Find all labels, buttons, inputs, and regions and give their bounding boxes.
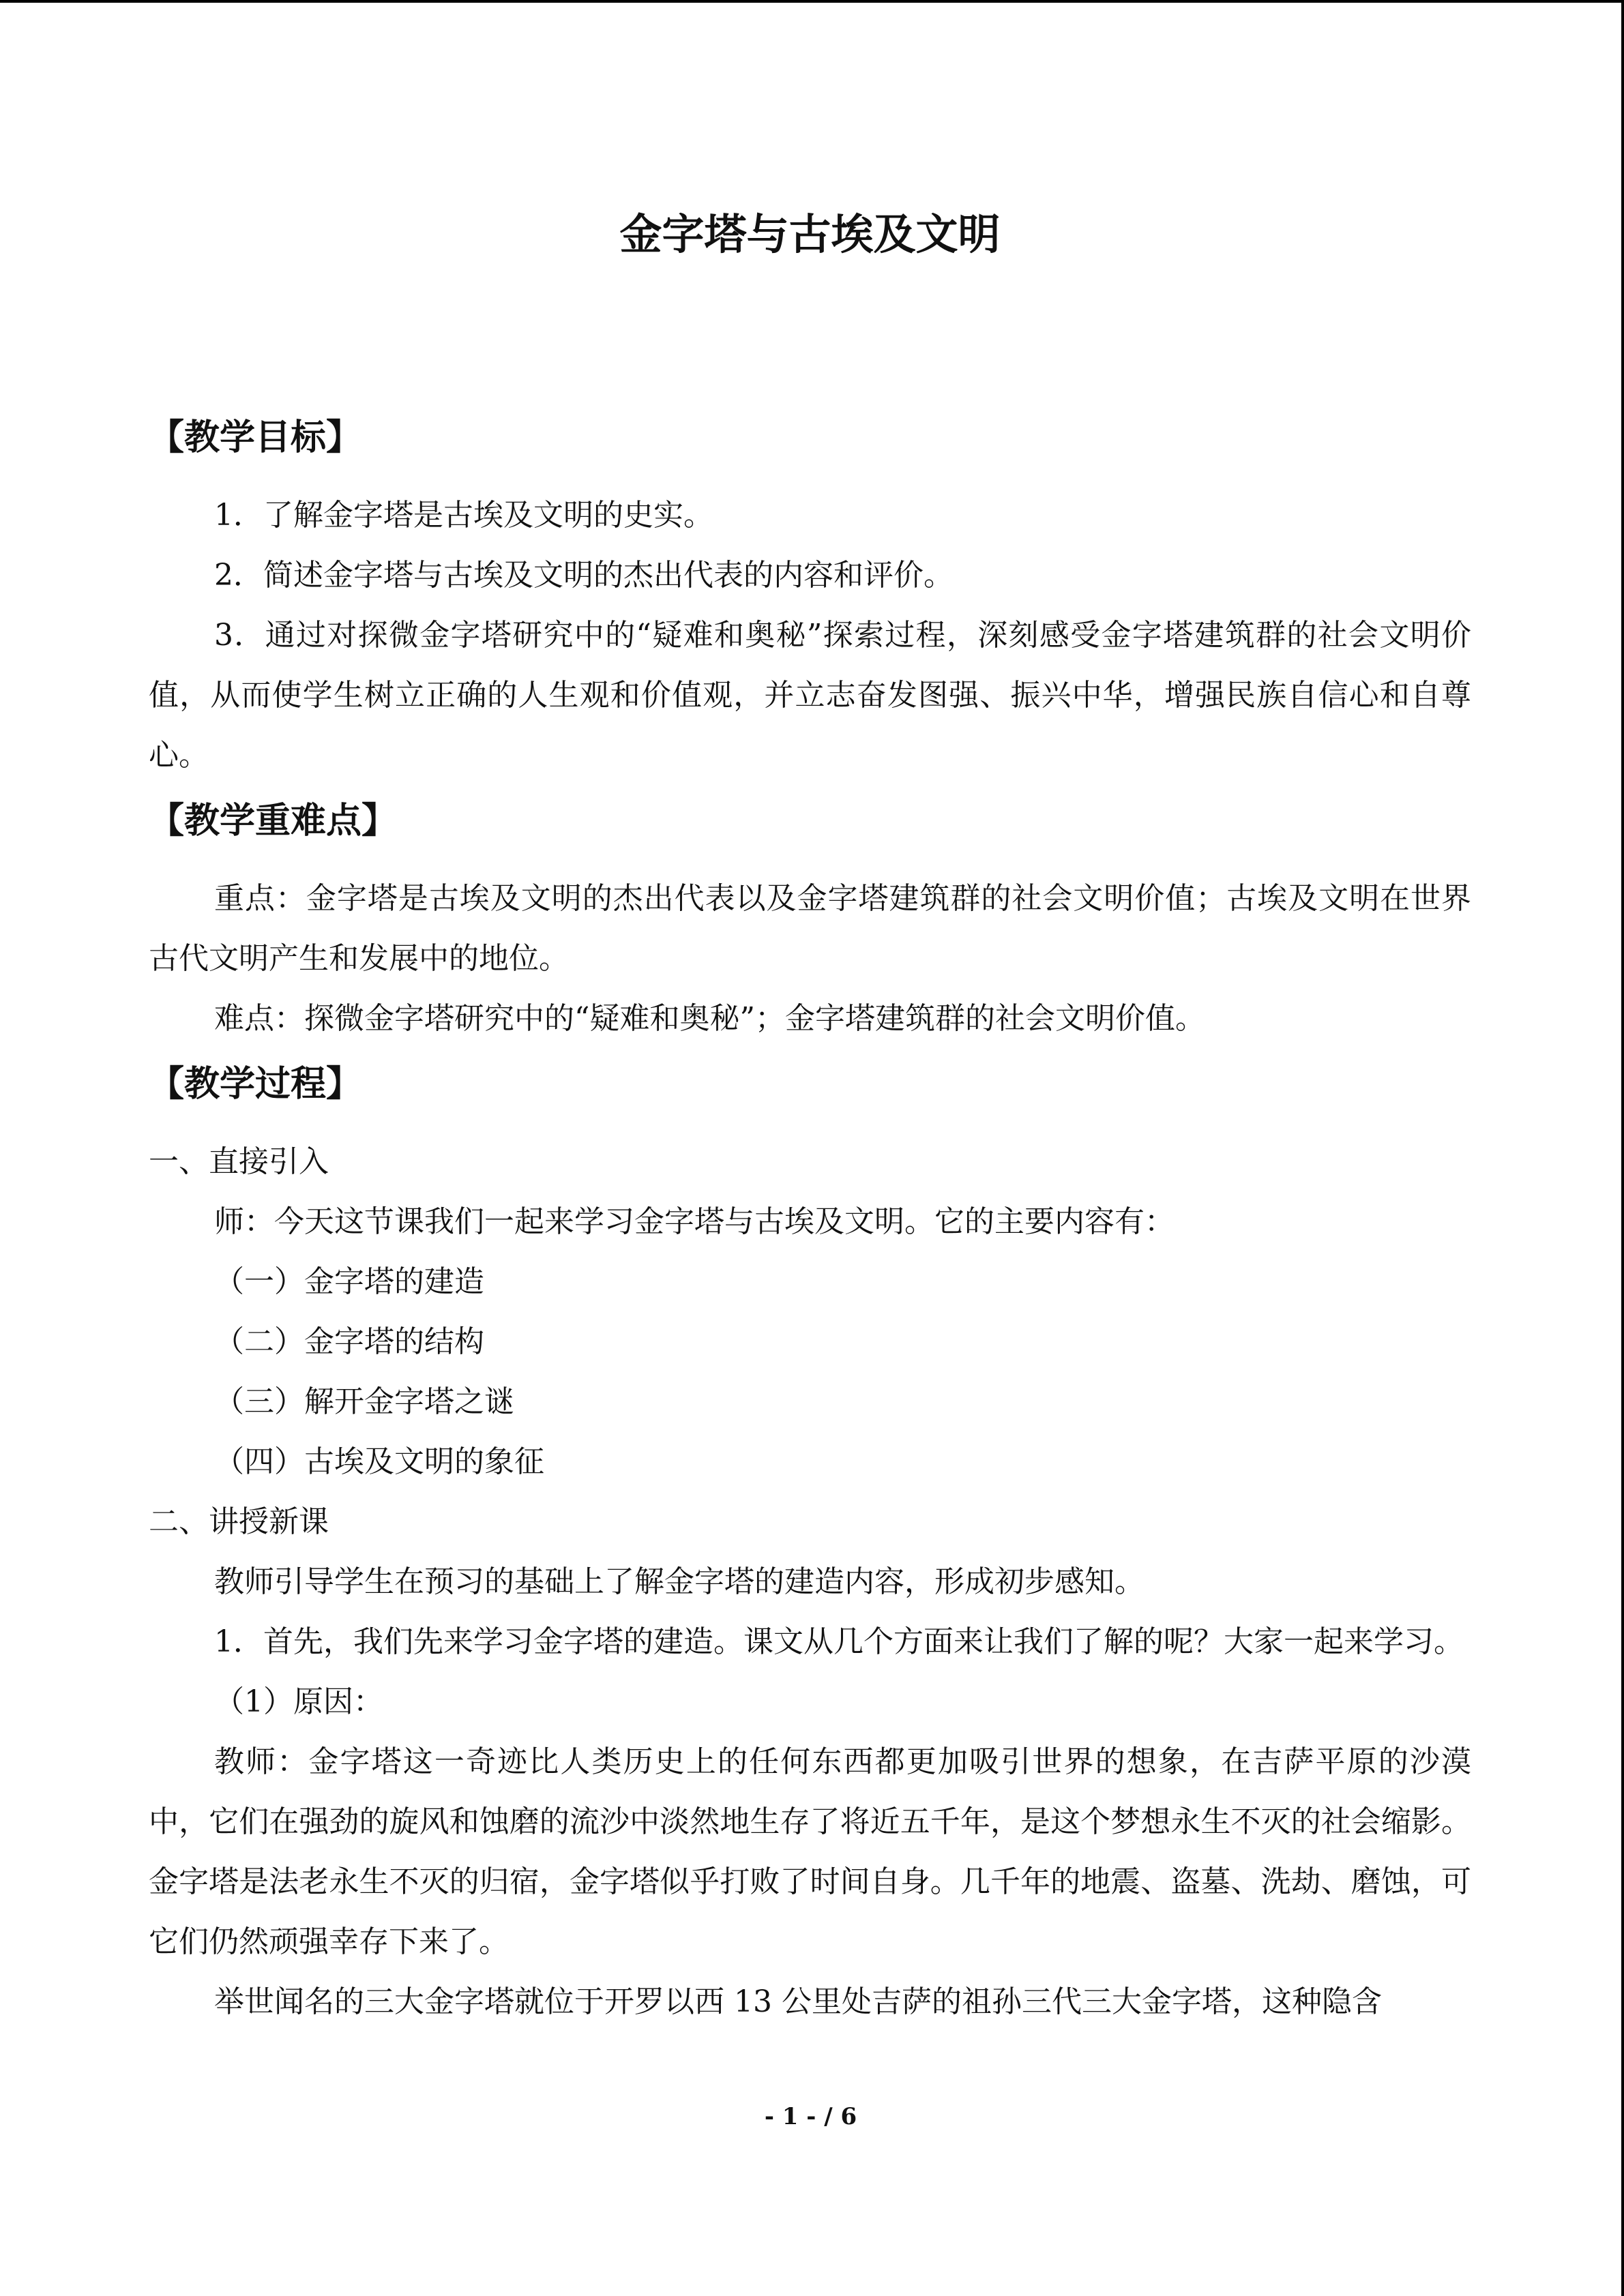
page-title: 金字塔与古埃及文明 [619, 209, 1001, 259]
reason-label: （1）原因： [214, 1684, 383, 1719]
pyramids-paragraph: 举世闻名的三大金字塔就位于开罗以西 13 公里处吉萨的祖孙三代三大金字塔，这种隐含 [214, 1984, 1382, 2019]
topic-item-3: （三）解开金字塔之谜 [214, 1384, 514, 1419]
heading-key-points: 【教学重难点】 [149, 800, 398, 841]
goal-item-1: 1．了解金字塔是古埃及文明的史实。 [214, 498, 713, 533]
heading-teaching-process: 【教学过程】 [149, 1063, 362, 1105]
step1-paragraph: 1．首先，我们先来学习金字塔的建造。课文从几个方面来让我们了解的呢？大家一起来学习。 [214, 1624, 1464, 1659]
key-point-difficulty: 难点：探微金字塔研究中的“疑难和奥秘”；金字塔建筑群的社会文明价值。 [214, 1001, 1205, 1036]
part1-intro: 师：今天这节课我们一起来学习金字塔与古埃及文明。它的主要内容有： [214, 1204, 1175, 1239]
document-body [149, 207, 1471, 2032]
topic-item-4: （四）古埃及文明的象征 [214, 1444, 544, 1479]
teacher-paragraph: 教师：金字塔这一奇迹比人类历史上的任何东西都更加吸引世界的想象，在吉萨平原的沙漠中，它们在强劲的旋风和蚀磨的流沙中淡然地生存了将近五千年，是这个梦想永生不灭的社会缩影。金字塔是法老永生不灭的归宿，金字塔似乎打败了时间自身。几千年的地震、盗墓、洗劫、磨蚀，可它们仍然顽强幸存下来了。 [149, 1744, 1471, 1959]
page-number: - 1 - / 6 [764, 2103, 857, 2130]
part2-title: 二、讲授新课 [149, 1504, 329, 1539]
heading-teaching-goals: 【教学目标】 [149, 417, 362, 458]
goal-item-2: 2．简述金字塔与古埃及文明的杰出代表的内容和评价。 [214, 558, 954, 593]
topic-item-2: （二）金字塔的结构 [214, 1324, 484, 1359]
key-point-focus: 重点：金字塔是古埃及文明的杰出代表以及金字塔建筑群的社会文明价值；古埃及文明在世界古代文明产生和发展中的地位。 [149, 881, 1471, 976]
topic-item-1: （一）金字塔的建造 [214, 1264, 484, 1299]
part2-intro: 教师引导学生在预习的基础上了解金字塔的建造内容，形成初步感知。 [214, 1564, 1145, 1599]
goal-item-3: 3．通过对探微金字塔研究中的“疑难和奥秘”探索过程，深刻感受金字塔建筑群的社会文明价值，从而使学生树立正确的人生观和价值观，并立志奋发图强、振兴中华，增强民族自信心和自尊心。 [149, 618, 1471, 773]
part1-title: 一、直接引入 [149, 1144, 329, 1179]
